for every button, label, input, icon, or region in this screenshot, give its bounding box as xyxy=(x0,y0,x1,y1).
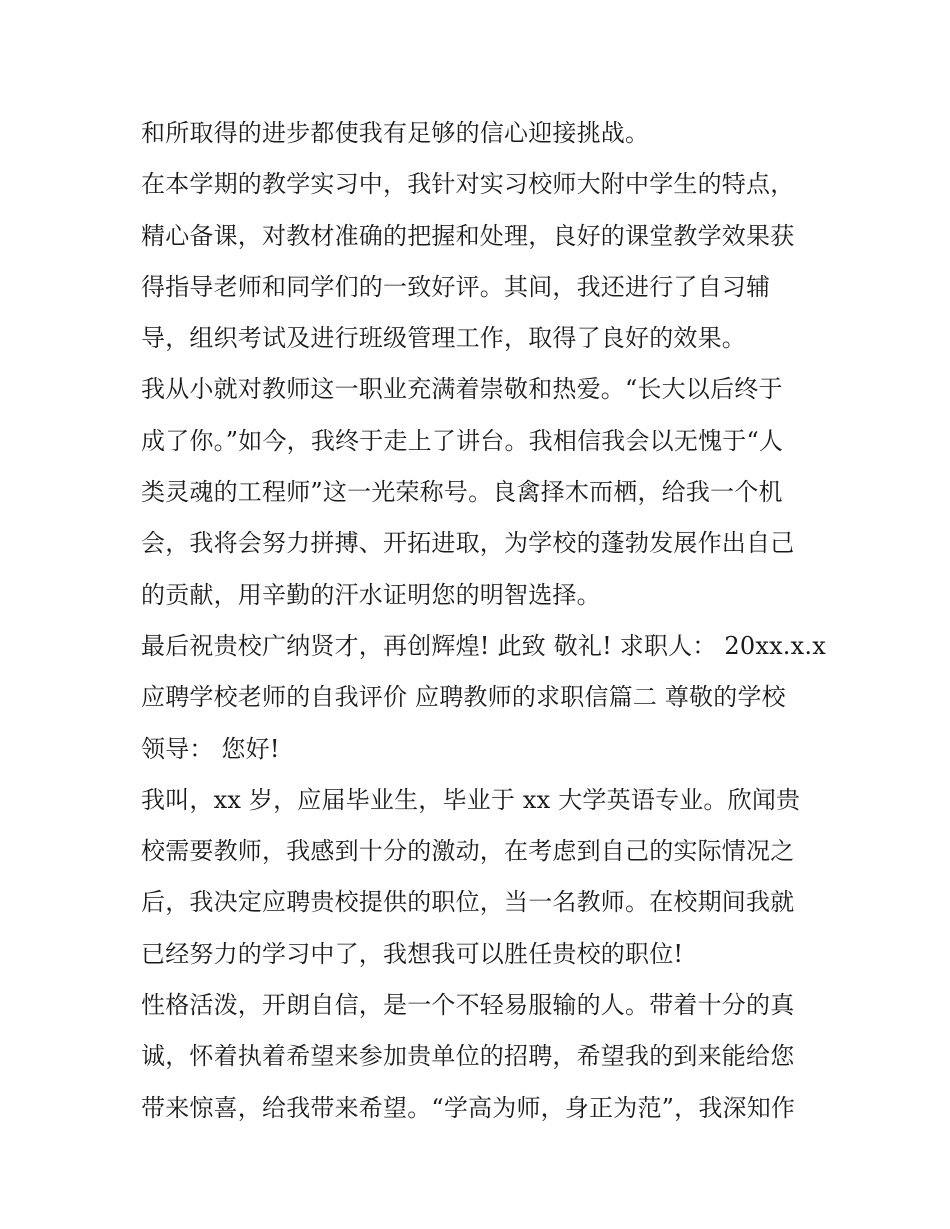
text-line: 领导： 您好! xyxy=(141,734,280,763)
text-line: 诚，怀着执着希望来参加贵单位的招聘，希望我的到来能给您 xyxy=(141,1042,795,1071)
text-line: 的贡献，用辛勤的汗水证明您的明智选择。 xyxy=(141,580,601,609)
text-line: 后，我决定应聘贵校提供的职位，当一名教师。在校期间我就 xyxy=(141,888,795,917)
text-line: 校需要教师，我感到十分的激动，在考虑到自己的实际情况之 xyxy=(141,837,795,866)
text-line: 和所取得的进步都使我有足够的信心迎接挑战。 xyxy=(141,119,650,147)
text-line: 得指导老师和同学们的一致好评。其间，我还进行了自习辅 xyxy=(141,272,771,301)
text-line: 成了你。”如今，我终于走上了讲台。我相信我会以无愧于“人 xyxy=(141,426,784,455)
text-line: 类灵魂的工程师”这一光荣称号。良禽择木而栖，给我一个机 xyxy=(141,478,783,507)
text-line: 应聘学校老师的自我评价 应聘教师的求职信篇二 尊敬的学校 xyxy=(141,683,786,712)
text-line: 会，我将会努力拼搏、开拓进取，为学校的蓬勃发展作出自己 xyxy=(141,529,795,558)
text-line: 带来惊喜，给我带来希望。“学高为师，身正为范”，我深知作 xyxy=(141,1093,796,1122)
text-line: 在本学期的教学实习中，我针对实习校师大附中学生的特点， xyxy=(141,170,795,199)
text-line: 导，组织考试及进行班级管理工作，取得了良好的效果。 xyxy=(141,324,746,353)
text-line: 我从小就对教师这一职业充满着崇敬和热爱。“长大以后终于 xyxy=(141,375,783,404)
document-body xyxy=(141,108,826,1134)
text-line: 我叫，xx 岁，应届毕业生，毕业于 xx 大学英语专业。欣闻贵 xyxy=(141,785,801,814)
text-line: 最后祝贵校广纳贤才，再创辉煌! 此致 敬礼! 求职人： 20xx.x.x xyxy=(141,631,826,660)
text-line: 性格活泼，开朗自信，是一个不轻易服输的人。带着十分的真 xyxy=(141,991,795,1020)
text-line: 精心备课，对教材准确的把握和处理，良好的课堂教学效果获 xyxy=(141,221,795,250)
text-line: 已经努力的学习中了，我想我可以胜任贵校的职位! xyxy=(141,939,684,968)
